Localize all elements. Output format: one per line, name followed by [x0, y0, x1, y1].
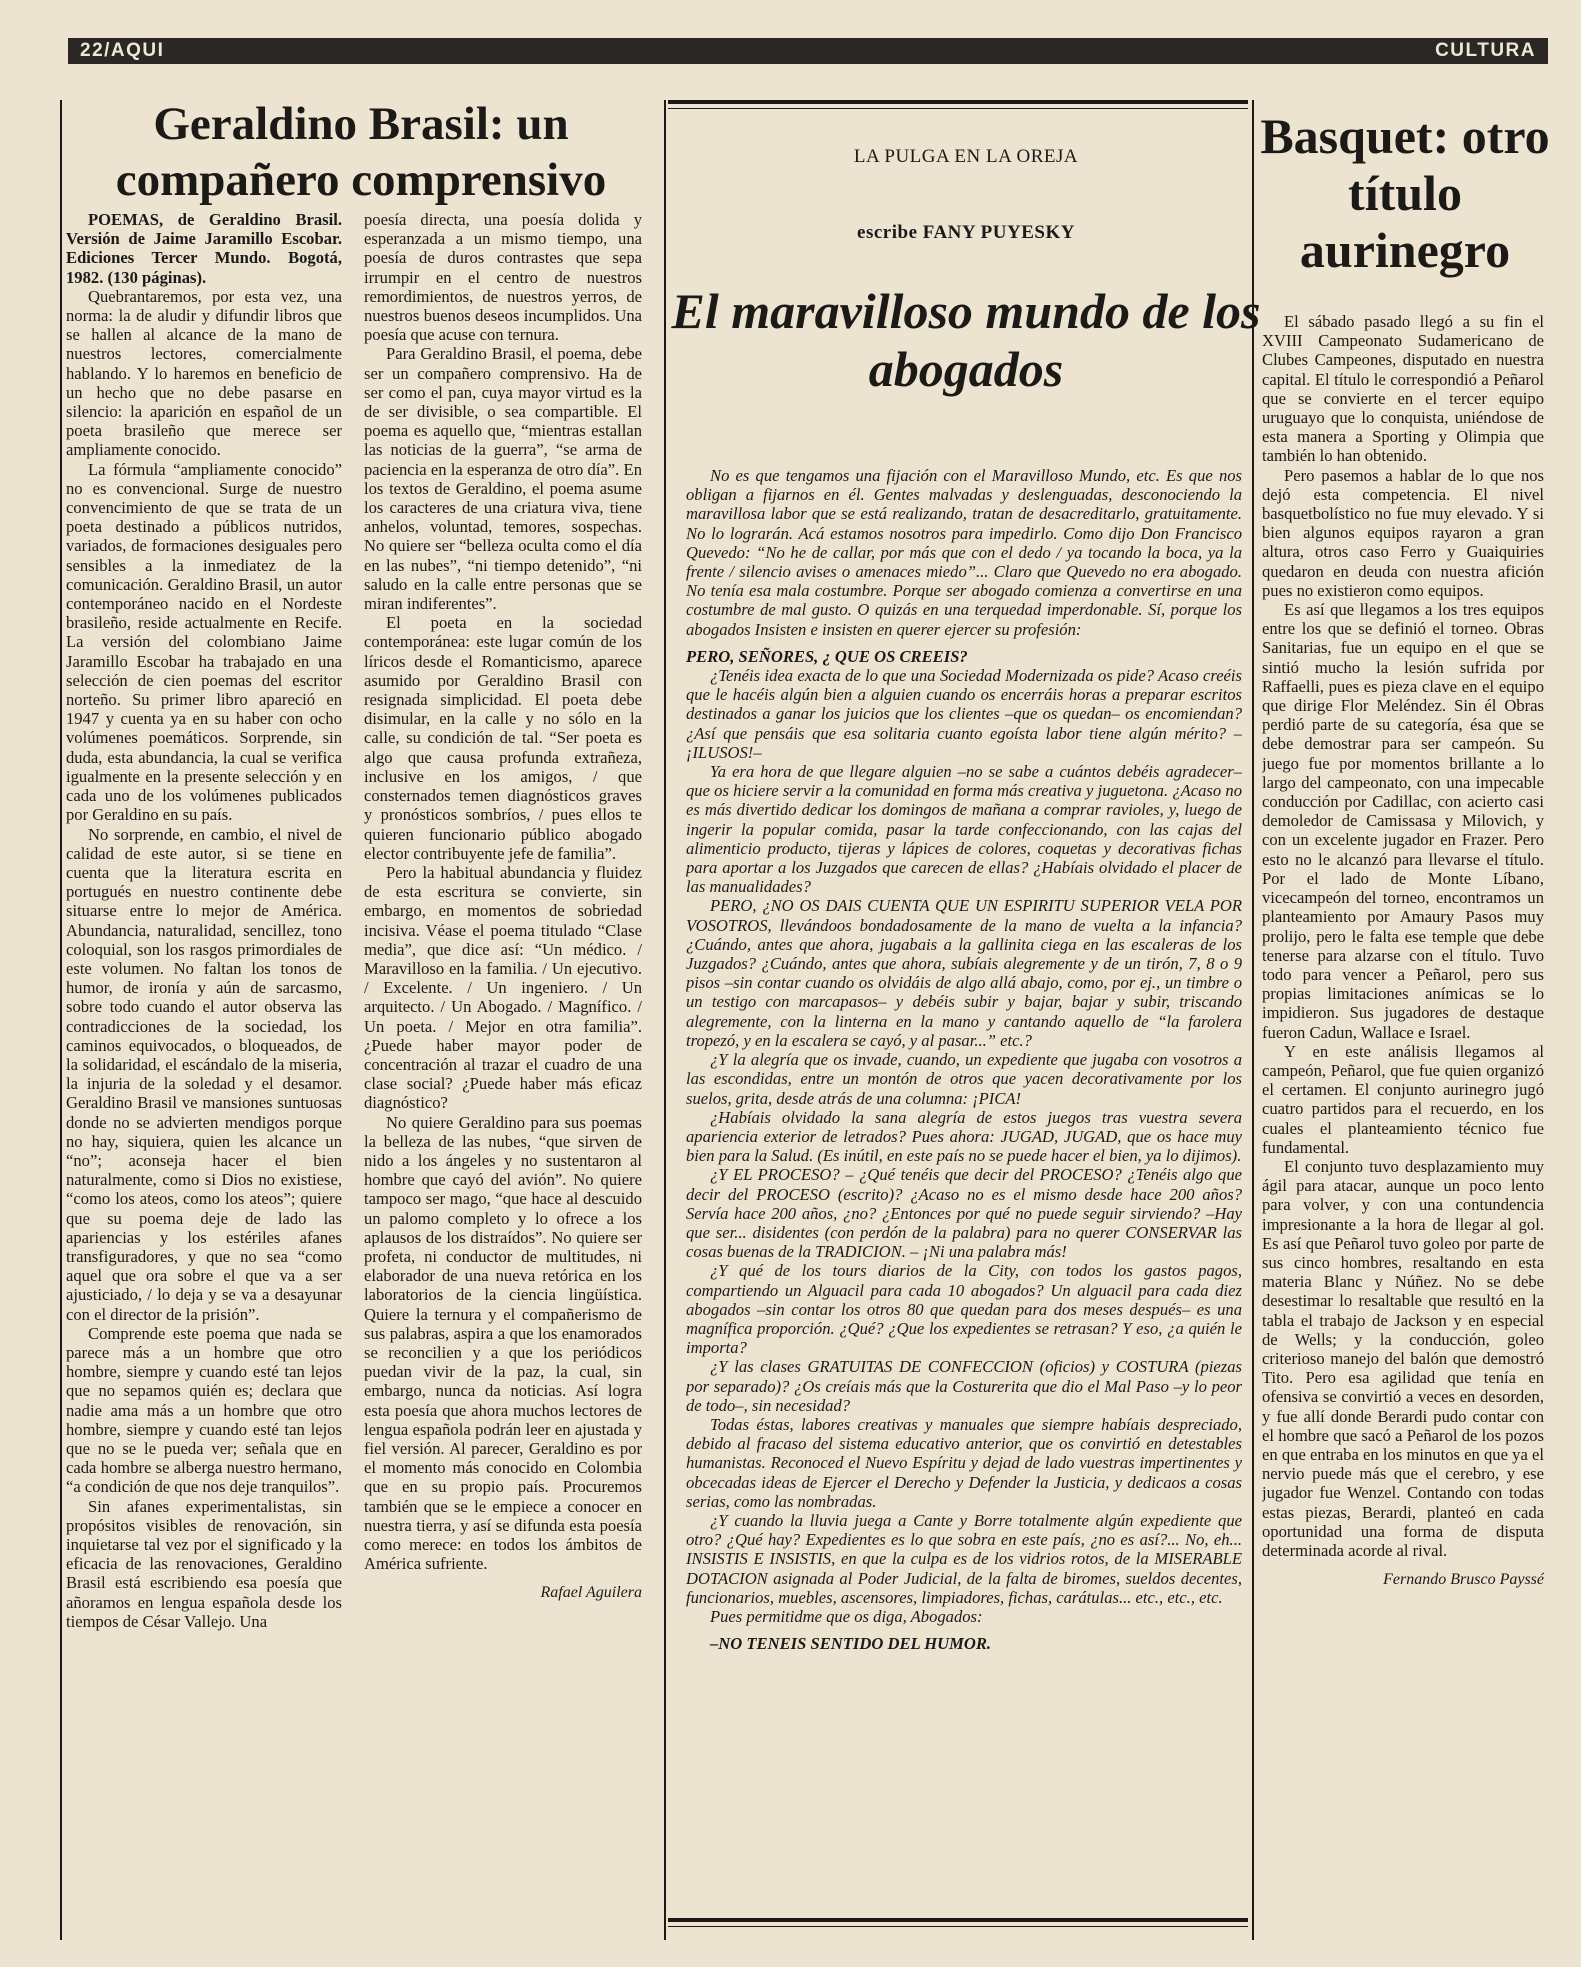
- article-title: El maravilloso mundo de los abogados: [671, 283, 1261, 397]
- article-body: [686, 466, 1242, 1906]
- paragraph: poesía directa, una poesía dolida y esperanzada a un mismo tiempo, una poesía de duros contrastes que sepa irrumpir en el centro de nuestros remordimientos, de nuestros yerros, de nuestros buenos deseos incumplidos. Una poesía que acuse con ternura.: [364, 210, 642, 345]
- subheading: PERO, SEÑORES, ¿ QUE OS CREEIS?: [686, 646, 968, 666]
- article-lead: POEMAS, de Geraldino Brasil. Versión de Jaime Jaramillo Escobar. Ediciones Tercer Mundo. Bogotá, 1982. (130 páginas).: [66, 210, 342, 287]
- article-column-1: [66, 210, 342, 1930]
- paragraph: No es que tengamos una fijación con el Maravilloso Mundo, etc. Es que nos obligan a fijarnos en él. Gentes malvadas y deslenguadas, desconociendo la maravillosa labor que se está realizando, tratan de desacreditarlo, gratuitamente. No lo lograrán. Acá estamos nosotros para impedirlo. Como dijo Don Francisco Quevedo: “No he de callar, por más que con el dedo / ya tocando la boca, ya la frente / silencio avises o amenaces miedo”... Claro que Quevedo no era abogado. No tenía esa mala costumbre. Porque ser abogado comienza a convertirse en una costumbre de mal gusto. O quizás en una terquedad imperdonable. Sí, porque los abogados Insisten e insisten en querer ejercer su profesión:: [686, 466, 1242, 639]
- article-title: Basquet: otro título aurinegro: [1260, 108, 1550, 278]
- article-signature: Rafael Aguilera: [540, 1584, 642, 1602]
- article-body: [1262, 312, 1544, 1942]
- paragraph: ¿Tenéis idea exacta de lo que una Sociedad Modernizada os pide? Acaso creéis que le hacéis algún bien a alguien cuando os encerráis horas a preparar escritos destinados a ganar los juicios que los clientes –que os quedan– os encomiendan? ¿Así que pensáis que esa solitaria cuanto egoísta labor tiene algún mérito? – ¡ILUSOS!–: [686, 666, 1242, 762]
- paragraph: Sin afanes experimentalistas, sin propósitos visibles de renovación, sin inquietarse tal vez por el significado y la eficacia de las renovaciones, Geraldino Brasil está escribiendo esa poesía que añoramos en lengua española desde los tiempos de César Vallejo. Una: [66, 1496, 342, 1631]
- article-title: Geraldino Brasil: un compañero comprensivo: [115, 98, 607, 206]
- paragraph: Comprende este poema que nada se parece más a un hombre que otro hombre, siempre y cuando esté tan lejos que no sepamos quién es; declara que nadie ama más a un hombre que otro hombre, siempre y cuando esté tan lejos que no se le pueda ver; señala que en cada hombre se alberga nuestro hermano, “a condición de que nos deje tranquilos”.: [66, 1323, 342, 1497]
- column-rule: [664, 100, 666, 1940]
- paragraph: Para Geraldino Brasil, el poema, debe ser un compañero comprensivo. Ha de ser como el pan, cuya mayor virtud es la de ser divisible, o sea compartible. El poema es aquello que, “mientras estallan las noticias de la guerra”, “se arma de paciencia en la esperanza de otro día”. En los textos de Geraldino, el poema asume los caracteres de una criatura viva, tiene anhelos, voluntad, temores, sospechas. No quiere ser “belleza oculta como el día en las nubes”, “ni tiempo detenido”, “ni saludo en la calle entre personas que se miran indiferentes”.: [364, 344, 642, 614]
- paragraph: El sábado pasado llegó a su fin el XVIII Campeonato Sudamericano de Clubes Campeones, disputado en nuestra capital. El título le correspondió a Peñarol que se convierte en el tercer equipo uruguayo que lo conquista, uniéndose de esta manera a Sporting y Olimpia que también lo han obtenido.: [1262, 312, 1544, 466]
- box-rule-top: [668, 100, 1248, 104]
- paragraph: ¿Y la alegría que os invade, cuando, un expediente que jugaba con vosotros a las escondidas, entre un montón de otros que yacen decorativamente por los suelos, grita, desde atrás de una columna: ¡PICA!: [686, 1050, 1242, 1108]
- paragraph: Quebrantaremos, por esta vez, una norma: la de aludir y difundir libros que se hallen al alcance de la mano de nuestros lectores, comercialmente hablando. Y lo haremos en beneficio de un hecho que no debe pasarse en silencio: la aparición en español de un poeta brasileño que merece ser ampliamente conocido.: [66, 286, 342, 460]
- paragraph: El conjunto tuvo desplazamiento muy ágil para atacar, aunque un poco lento para volver, y con una contundencia impresionante a la hora de llegar al gol. Es así que Peñarol tuvo goleo por parte de sus cinco hombres, resaltando en esta materia Blanc y Núñez. No se debe desestimar lo resaltable que resultó en la tabla el trabajo de Jackson y en especial de Wells; y la conducción, goleo criterioso manejo del balón que demostró Tito. Pero esa agilidad que tenía en ofensiva se convirtió a veces en desorden, y fue allí donde Berardi pudo contar con el hombre que sacó a Peñarol de los pozos en que entraba en los minutos en que ya el nervio puede más que el cerebro, y ese jugador fue Wenzel. Contando con todas estas piezas, Berardi, planteó en cada oportunidad una forma de disputa determinada acorde al rival.: [1262, 1156, 1544, 1560]
- byline: escribe FANY PUYESKY: [857, 222, 1075, 243]
- paragraph: Pero pasemos a hablar de lo que nos dejó esta competencia. El nivel basquetbolístico no fue muy elevado. Y si bien algunos equipos rayaron a gran altura, otros caso Ferro y Guaiquiries quedaron en deuda con nuestra afición pues no existieron como equipos.: [1262, 465, 1544, 600]
- article-column-2: [364, 210, 642, 1930]
- closing-line: –NO TENEIS SENTIDO DEL HUMOR.: [710, 1634, 992, 1654]
- page-number: 22/AQUI: [80, 40, 165, 61]
- paragraph: Pues permitidme que os diga, Abogados:: [710, 1606, 983, 1626]
- paragraph: Y en este análisis llegamos al campeón, Peñarol, que fue quien organizó el certamen. El conjunto aurinegro jugó cuatro partidos para el recuerdo, en los cuales el planteamiento técnico fue fundamental.: [1262, 1041, 1544, 1157]
- paragraph: No quiere Geraldino para sus poemas la belleza de las nubes, “que sirven de nido a los ángeles y no sustentaron al hombre que cayó del avión”. No quiere tampoco ser mago, “que hace al descuido un palomo completo y lo ofrece a los aplausos de los distraídos”. No quiere ser profeta, ni conductor de multitudes, ni elaborador de una nueva retórica en los laboratorios de la ciencia lingüística. Quiere la ternura y el compañerismo de sus palabras, aspira a que los enamorados se reconcilien y a que los periódicos puedan vivir de la paz, la cual, sin embargo, nunca da noticias. Así logra esta poesía que ahora muchos lectores de lengua española podrán leer en ajustada y fiel versión. Al parecer, Geraldino es por el momento más conocido en Colombia que en su propio país. Procuremos también que se le empiece a conocer en nuestra tierra, y así se difunda esta poesía como merece: en todos los ámbitos de América sufriente.: [364, 1112, 642, 1574]
- paragraph: La fórmula “ampliamente conocido” no es convencional. Surge de nuestro convencimiento de que se trata de un poeta destinado a públicos nutridos, variados, de formaciones desiguales pero sensibles a la inmediatez de la comunicación. Geraldino Brasil, un autor contemporáneo nacido en el Nordeste brasileño, reside actualmente en Recife. La versión del colombiano Jaime Jaramillo Escobar ha trabajado en una selección de cien poemas del escritor norteño. Su primer libro apareció en 1947 y cuenta ya en su haber con ocho volúmenes poemáticos. Sorprende, sin duda, esta abundancia, la cual se verifica igualmente en la presente selección y en cada uno de los volúmenes publicados por Geraldino en su país.: [66, 459, 342, 825]
- paragraph: ¿Y cuando la lluvia juega a Cante y Borre totalmente algún expediente que otro? ¿Qué hay? Expedientes es lo que sobra en este país, ¿no es así?... No, eh... INSISTIS E INSISTIS, en que la culpa es de los vidrios rotos, de la MISERABLE DOTACION asignada al Poder Judicial, de la falta de biromes, sueldos decentes, funcionarios, muebles, ascensores, limpiadores, fichas, carátulas... etc., etc., etc.: [686, 1510, 1242, 1607]
- paragraph: Pero la habitual abundancia y fluidez de esta escritura se convierte, sin embargo, en momentos de sobriedad incisiva. Véase el poema titulado “Clase media”, que dice así: “Un médico. / Maravilloso en la familia. / Un ejecutivo. / Excelente. / Un ingeniero. / Un arquitecto. / Un Abogado. / Magnífico. / Un poeta. / Mejor en otra familia”. ¿Puede haber mayor poder de concentración al trazar el cuadro de una clase social? ¿Puede haber más eficaz diagnóstico?: [364, 862, 642, 1113]
- article-signature: Fernando Brusco Payssé: [1383, 1571, 1544, 1589]
- paragraph: PERO, ¿NO OS DAIS CUENTA QUE UN ESPIRITU SUPERIOR VELA POR VOSOTROS, llevándoos bondadosamente de la mano de vuelta a la infancia? ¿Cuándo, antes que ahora, jugabais a la gallinita ciega en las escaleras de los Juzgados? ¿Cuándo, antes que ahora, subíais alegremente y de un tirón, 7, 8 o 9 pisos –sin contar cuando os olvidáis de algo allá abajo, como, por ej., un timbre o un testigo con marcapasos– y debéis subir y bajar, bajar y subir, triscando alegremente, con la linterna en la mano y cantando aquello de “la farolera tropezó, y en la escalera se cayó, y al pasar...” etc.?: [686, 896, 1242, 1050]
- page-header: [68, 38, 1548, 64]
- box-rule-bottom-thin: [668, 1926, 1248, 1927]
- paragraph: El poeta en la sociedad contemporánea: este lugar común de los líricos desde el Romanticismo, aparece asumido por Geraldino Brasil con resignada simplicidad. El poeta debe disimular, en la calle y no sólo en la calle, su condición de tal. “Ser poeta es algo que causa profunda extrañeza, inclusive en los amigos, / que consternados temen diagnósticos graves y pronósticos sombríos, / pues ellos te quieren funcionario público abogado elector contribuyente jefe de familia”.: [364, 613, 642, 863]
- paragraph: Todas éstas, labores creativas y manuales que siempre habíais despreciado, debido al fracaso del sistema educativo anterior, que os convirtió en detestables humanistas. Reconoced el Nuevo Espíritu y dejad de lado vuestras impertinentes y obcecadas ideas de Ejercer el Derecho y Defender la Justicia, y dedicaos a cosas serias, como las nombradas.: [686, 1414, 1242, 1511]
- box-rule-bottom: [668, 1918, 1248, 1922]
- section-label: CULTURA: [1435, 40, 1536, 61]
- paragraph: Ya era hora de que llegare alguien –no se sabe a cuántos debéis agradecer– que os hiciere servir a la comunidad en forma más creativa y juguetona. ¿Acaso no es más divertido dedicar los domingos de mañana a comprar ravioles, y, luego de ingerir la popular comida, pasar la tarde confeccionando, con las cajas del alimenticio producto, tijeras y lápices de colores, coquetas y decorativas fichas para aportar a los Juzgados que carecen de ellas? ¿Habíais olvidado el placer de las manualidades?: [686, 762, 1242, 897]
- box-rule-top-thin: [668, 108, 1248, 109]
- paragraph: Es así que llegamos a los tres equipos entre los que se definió el torneo. Obras Sanitarias, fue un equipo en el que se sintió mucho la lesión sufrida por Raffaelli, pues es pieza clave en el equipo que dirige Flor Meléndez. Sin él Obras perdió parte de su categoría, ésa que se debe demostrar para ser campeón. Su juego fue por momentos brillante a lo largo del campeonato, con una impecable conducción por Cadillac, con acierto casi demoledor de Camissasa y Milovich, y con un excelente jugador en Frazer. Pero esto no le alcanzó para llevarse el título. Por el lado de Monte Líbano, vicecampeón del torneo, encontramos un planteamiento por Amaury Pasos muy prolijo, pero le falta ese temple que debe tenerse para alzarse con el título. Tuvo todo para vencer a Peñarol, pero sus propias limitaciones anímicas se lo impidieron. Sus jugadores de destaque fueron Cadun, Wallace e Israel.: [1262, 600, 1544, 1042]
- paragraph: ¿Y las clases GRATUITAS DE CONFECCION (oficios) y COSTURA (piezas por separado)? ¿Os creíais más que la Costurerita que dio el Mal Paso –y lo peor de todo–, sin necesidad?: [686, 1357, 1242, 1415]
- column-kicker: LA PULGA EN LA OREJA: [853, 146, 1079, 167]
- paragraph: ¿Y EL PROCESO? – ¿Qué tenéis que decir del PROCESO? ¿Tenéis algo que decir del PROCESO (escrito)? ¿Acaso no es el mismo desde hace 200 años? Servía hace 200 años, ¿no? ¿Entonces por qué no puede seguir sirviendo? –Hay que ser... disidentes (con perdón de la palabra) para no querer CONSERVAR las cosas buenas de la TRADICION. – ¡Ni una palabra más!: [686, 1165, 1242, 1262]
- column-rule: [60, 100, 62, 1940]
- paragraph: ¿Habíais olvidado la sana alegría de estos juegos tras vuestra severa apariencia exterior de letrados? Pues ahora: JUGAD, JUGAD, que os hace muy bien para la Salud. (Es inútil, en este país no se puede hacer el bien, ya lo dijimos).: [686, 1107, 1242, 1166]
- paragraph: No sorprende, en cambio, el nivel de calidad de este autor, si se tiene en cuenta que la literatura escrita en portugués en nuestro continente debe situarse entre lo mejor de América. Abundancia, naturalidad, sencillez, tono coloquial, son los rasgos primordiales de este volumen. No faltan los tonos de humor, de ironía y aún de sarcasmo, sobre todo cuando el autor observa las contradicciones de la sociedad, los caminos equivocados, o bloqueados, de la solidaridad, el escándalo de la miseria, la injuria de la soledad y el desamor. Geraldino Brasil ve mansiones suntuosas donde no se advierten mendigos porque no hay, siquiera, quien les alcance un “no”; aconseja hacer el bien naturalmente, como si Dios no existiese, “como los ateos, como los ateos”; quiere que su poema deje de lado las apariencias y los estériles afanes transfiguradores, y que no sea “como aquel que ora sobre el que va a ser ajusticiado, / lo deja y se va a desayunar con el director de la prisión”.: [66, 824, 342, 1324]
- paragraph: ¿Y qué de los tours diarios de la City, con todos los gastos pagos, compartiendo un Alguacil para cada 10 abogados? Un alguacil para cada diez abogados –sin contar los otros 80 que quedan para dos meses después– es una magnífica proporción. ¿Qué? ¿Que los expedientes se retrasan? Y eso, ¿a quién le importa?: [686, 1261, 1242, 1358]
